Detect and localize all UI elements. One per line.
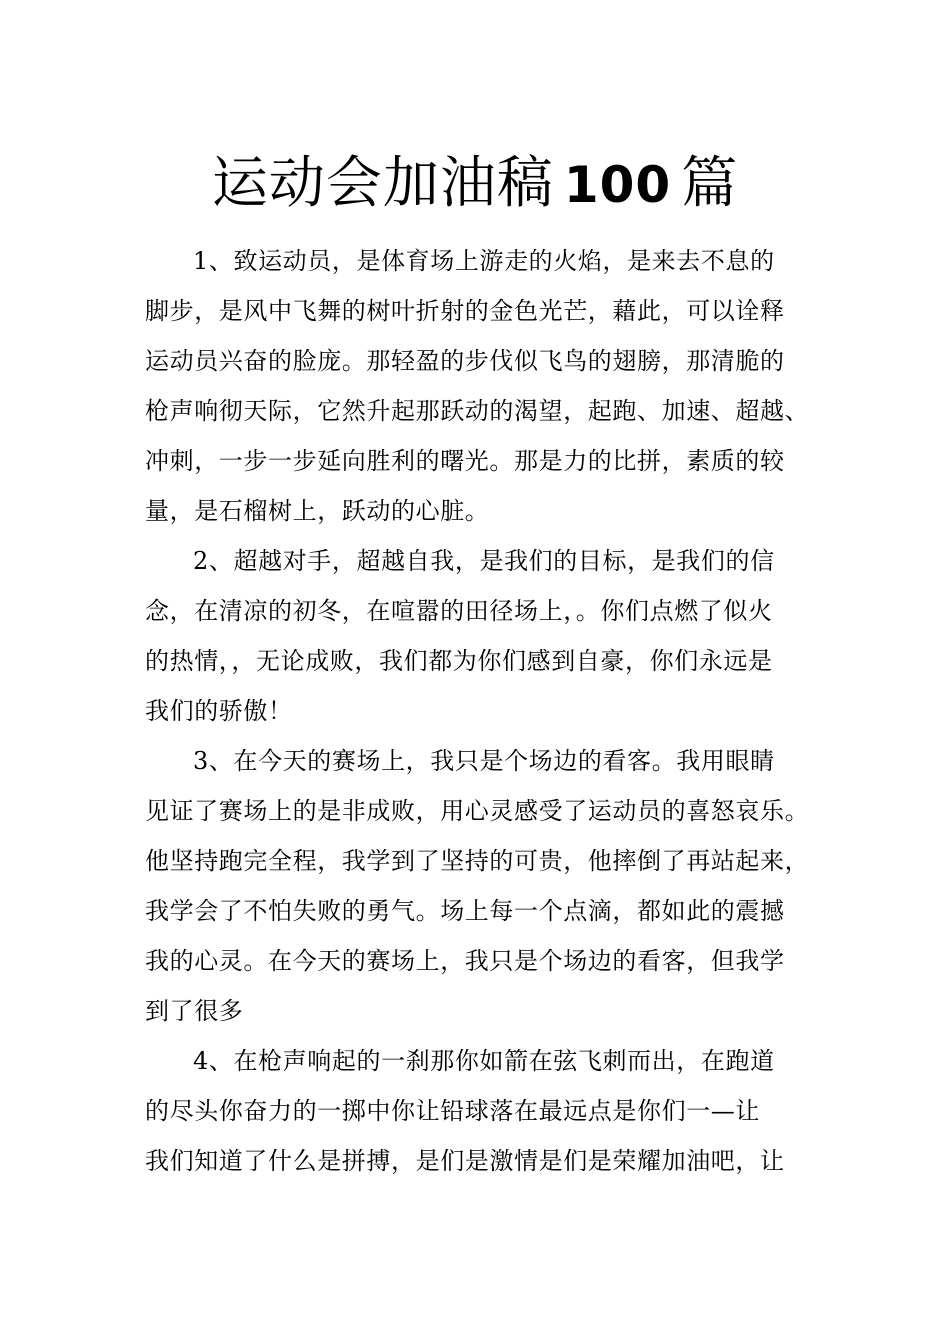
paragraph-line: 他坚持跑完全程，我学到了坚持的可贵，他摔倒了再站起来， (145, 847, 810, 875)
paragraph-line: 的尽头你奋力的一掷中你让铅球落在最远点是你们一—让 (145, 1097, 760, 1125)
paragraph-line: 枪声响彻天际，它然升起那跃动的渴望，起跑、加速、超越、 (145, 397, 810, 425)
paragraph-3 (145, 736, 845, 1036)
document-title (0, 146, 950, 223)
paragraph-line: 脚步，是风中飞舞的树叶折射的金色光芒，藉此，可以诠释 (145, 297, 785, 325)
paragraph-line: 的热情，，无论成败，我们都为你们感到自豪，你们永远是 (145, 647, 773, 675)
document-body (145, 236, 845, 1186)
paragraph-line: 1、致运动员，是体育场上游走的火焰，是来去不息的 (193, 247, 775, 275)
paragraph-line: 念，在清凉的初冬，在喧嚣的田径场上，。你们点燃了似火 (145, 597, 773, 625)
paragraph-line: 4、在枪声响起的一刹那你如箭在弦飞刺而出，在跑道 (193, 1047, 775, 1075)
paragraph-line: 到了很多 (145, 997, 244, 1025)
paragraph-line: 2、超越对手，超越自我，是我们的目标，是我们的信 (193, 547, 775, 575)
title-text: 运动会加油稿 (211, 150, 554, 216)
paragraph-1 (145, 236, 845, 536)
paragraph-line: 我们知道了什么是拼搏，是们是激情是们是荣耀加油吧，让 (145, 1147, 785, 1175)
paragraph-2 (145, 536, 845, 736)
paragraph-line: 我的心灵。在今天的赛场上，我只是个场边的看客，但我学 (145, 947, 785, 975)
paragraph-4 (145, 1036, 845, 1186)
title-suffix: 篇 (681, 150, 739, 216)
title-number: 100 (563, 155, 672, 214)
paragraph-line: 量，是石榴树上，跃动的心脏。 (145, 497, 490, 525)
paragraph-line: 我学会了不怕失败的勇气。场上每一个点滴，都如此的震撼 (145, 897, 785, 925)
paragraph-line: 运动员兴奋的脸庞。那轻盈的步伐似飞鸟的翅膀，那清脆的 (145, 347, 785, 375)
paragraph-line: 我们的骄傲！ (145, 697, 293, 725)
paragraph-line: 见证了赛场上的是非成败，用心灵感受了运动员的喜怒哀乐。 (145, 797, 810, 825)
paragraph-line: 3、在今天的赛场上，我只是个场边的看客。我用眼睛 (193, 747, 775, 775)
paragraph-line: 冲刺，一步一步延向胜利的曙光。那是力的比拼，素质的较 (145, 447, 785, 475)
